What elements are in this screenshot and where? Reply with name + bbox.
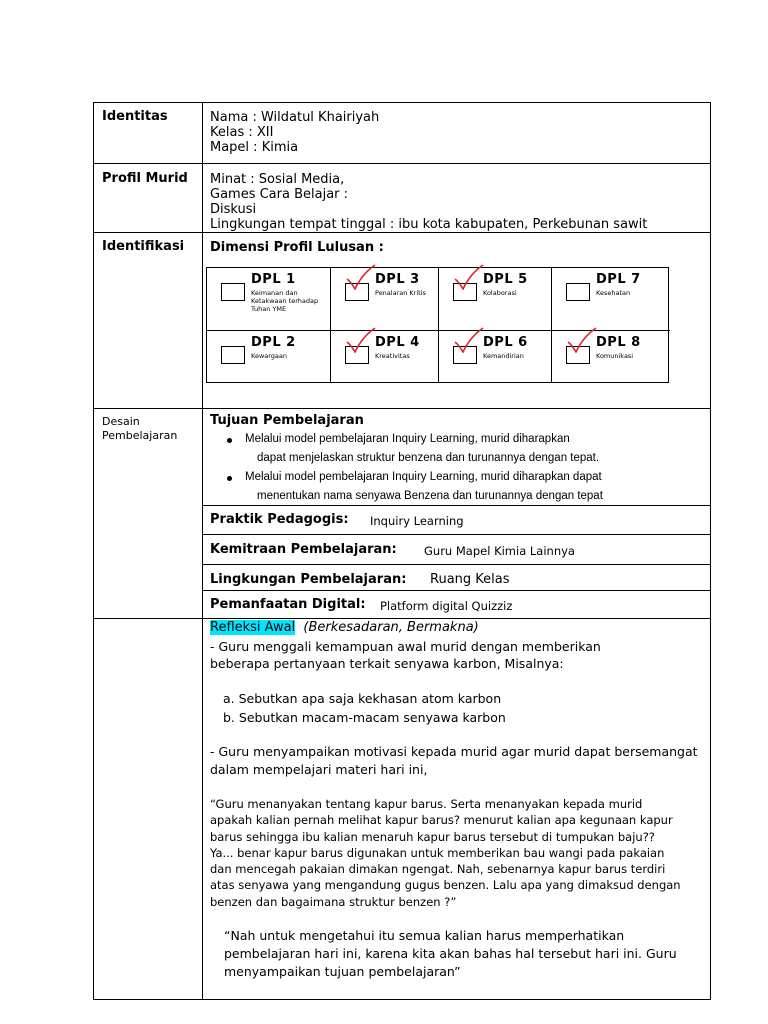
dpl-description: Keimanan dan Ketakwaan terhadap Tuhan YME — [251, 289, 319, 313]
praktik-value: Inquiry Learning — [370, 514, 464, 528]
identitas-mapel: Mapel : Kimia — [210, 140, 299, 155]
dpl-code: DPL 7 — [596, 272, 641, 287]
profil-games: Games Cara Belajar : — [210, 187, 349, 202]
question-a: a. Sebutkan apa saja kekhasan atom karbon — [223, 691, 502, 706]
dpl-description: Penalaran Kritis — [375, 289, 426, 297]
profil-lingkungan: Lingkungan tempat tinggal : ibu kota kabupaten, Perkebunan sawit — [210, 217, 648, 232]
desain-label: Desain Pembelajaran — [102, 415, 178, 442]
dpl-cell — [207, 331, 331, 382]
identifikasi-label: Identifikasi — [102, 239, 185, 254]
dpl-code: DPL 3 — [375, 272, 420, 287]
quote-line: atas senyawa yang mengandung gugus benzen. Lalu apa yang dimaksud dengan — [210, 878, 681, 893]
dpl-cell — [331, 268, 439, 331]
digital-value: Platform digital Quizziz — [380, 599, 513, 613]
refleksi-closing — [224, 927, 677, 981]
dimensi-title: Dimensi Profil Lulusan : — [210, 240, 384, 255]
red-check-icon — [345, 264, 377, 290]
kemitraan-value: Guru Mapel Kimia Lainnya — [424, 544, 575, 558]
refleksi-p1-line1: - Guru menggali kemampuan awal murid dengan memberikan — [210, 639, 601, 654]
closing-line: pembelajaran hari ini, karena kita akan bahas hal tersebut hari ini. Guru — [224, 946, 677, 961]
red-check-icon — [345, 327, 377, 353]
dpl-code: DPL 6 — [483, 335, 528, 350]
identitas-nama: Nama : Wildatul Khairiyah — [210, 110, 380, 125]
refleksi-p2-line1: - Guru menyampaikan motivasi kepada murid agar murid dapat bersemangat — [210, 744, 698, 759]
identitas-kelas: Kelas : XII — [210, 125, 274, 140]
praktik-label: Praktik Pedagogis: — [210, 512, 349, 527]
refleksi-section — [203, 619, 710, 999]
row-identitas — [94, 103, 710, 164]
lesson-plan-table — [93, 102, 711, 1000]
refleksi-p2-line2: dalam mempelajari materi hari ini, — [210, 762, 428, 777]
red-check-icon — [453, 327, 485, 353]
tujuan-list — [209, 430, 689, 506]
tujuan-section — [203, 409, 710, 506]
quote-line: dan mencegah pakaian dimakan ngengat. Nah, sebenarnya kapur barus terdiri — [210, 862, 666, 877]
dpl-code: DPL 1 — [251, 272, 296, 287]
dpl-description: Komunikasi — [596, 352, 634, 360]
dpl-description: Kewargaan — [251, 352, 288, 360]
kemitraan-label: Kemitraan Pembelajaran: — [210, 542, 397, 557]
refleksi-subtitle: (Berkesadaran, Bermakna) — [303, 620, 479, 635]
tujuan-item: Melalui model pembelajaran Inquiry Learning, murid diharapkan dapat — [209, 468, 689, 487]
quote-line: benzen dan bagaimana struktur benzen ?” — [210, 894, 457, 909]
dpl-description: Kreativitas — [375, 352, 410, 360]
refleksi-p1-line2: beberapa pertanyaan terkait senyawa karbon, Misalnya: — [210, 656, 564, 671]
dpl-description: Kemandirian — [483, 352, 524, 360]
dpl-cell — [552, 268, 670, 331]
tujuan-item-cont: dapat menjelaskan struktur benzena dan turunannya dengan tepat. — [257, 452, 600, 464]
refleksi-quote — [210, 796, 681, 910]
tujuan-title: Tujuan Pembelajaran — [210, 413, 364, 428]
dpl-code: DPL 2 — [251, 335, 296, 350]
tujuan-item: Melalui model pembelajaran Inquiry Learning, murid diharapkan — [209, 430, 689, 449]
dpl-grid — [206, 267, 669, 383]
dpl-description: Kolaborasi — [483, 289, 517, 297]
lingkungan-label: Lingkungan Pembelajaran: — [210, 572, 407, 587]
digital-section — [203, 591, 710, 619]
row-profil — [94, 164, 710, 233]
dpl-cell — [552, 331, 670, 382]
dpl-cell — [207, 268, 331, 331]
quote-line: Ya... benar kapur barus digunakan untuk memberikan bau wangi pada pakaian — [210, 845, 665, 860]
profil-diskusi: Diskusi — [210, 202, 257, 217]
profil-minat: Minat : Sosial Media, — [210, 172, 345, 187]
kemitraan-section — [203, 535, 710, 565]
praktik-section — [203, 506, 710, 535]
closing-line: “Nah untuk mengetahui itu semua kalian harus memperhatikan — [224, 928, 625, 943]
digital-label: Pemanfaatan Digital: — [210, 597, 366, 612]
dpl-cell — [331, 331, 439, 382]
tujuan-item-cont: menentukan nama senyawa Benzena dan turunannya dengan tepat — [257, 490, 603, 502]
dpl-cell — [439, 331, 552, 382]
dpl-description: Kesehatan — [596, 289, 631, 297]
identitas-label: Identitas — [102, 109, 168, 124]
dpl-checkbox[interactable] — [566, 283, 590, 301]
dpl-code: DPL 4 — [375, 335, 420, 350]
profil-label: Profil Murid — [102, 171, 188, 186]
refleksi-title: Refleksi Awal — [210, 620, 296, 635]
dpl-cell — [439, 268, 552, 331]
refleksi-heading — [210, 620, 479, 635]
dpl-code: DPL 8 — [596, 335, 641, 350]
red-check-icon — [453, 264, 485, 290]
quote-line: apakah kalian pernah melihat kapur barus? menurut kalian apa kegunaan kapur — [210, 813, 673, 828]
red-check-icon — [566, 327, 598, 353]
quote-line: “Guru menanyakan tentang kapur barus. Serta menanyakan kepada murid — [210, 797, 643, 811]
dpl-checkbox[interactable] — [221, 283, 245, 301]
dpl-code: DPL 5 — [483, 272, 528, 287]
question-b: b. Sebutkan macam-macam senyawa karbon — [223, 710, 506, 725]
closing-line: menyampaikan tujuan pembelajaran” — [224, 964, 461, 979]
dpl-checkbox[interactable] — [221, 346, 245, 364]
lingkungan-section — [203, 565, 710, 591]
quote-line: barus sehingga ibu kalian menaruh kapur barus tersebut di tumpukan baju?? — [210, 829, 655, 844]
lingkungan-value: Ruang Kelas — [430, 572, 510, 587]
